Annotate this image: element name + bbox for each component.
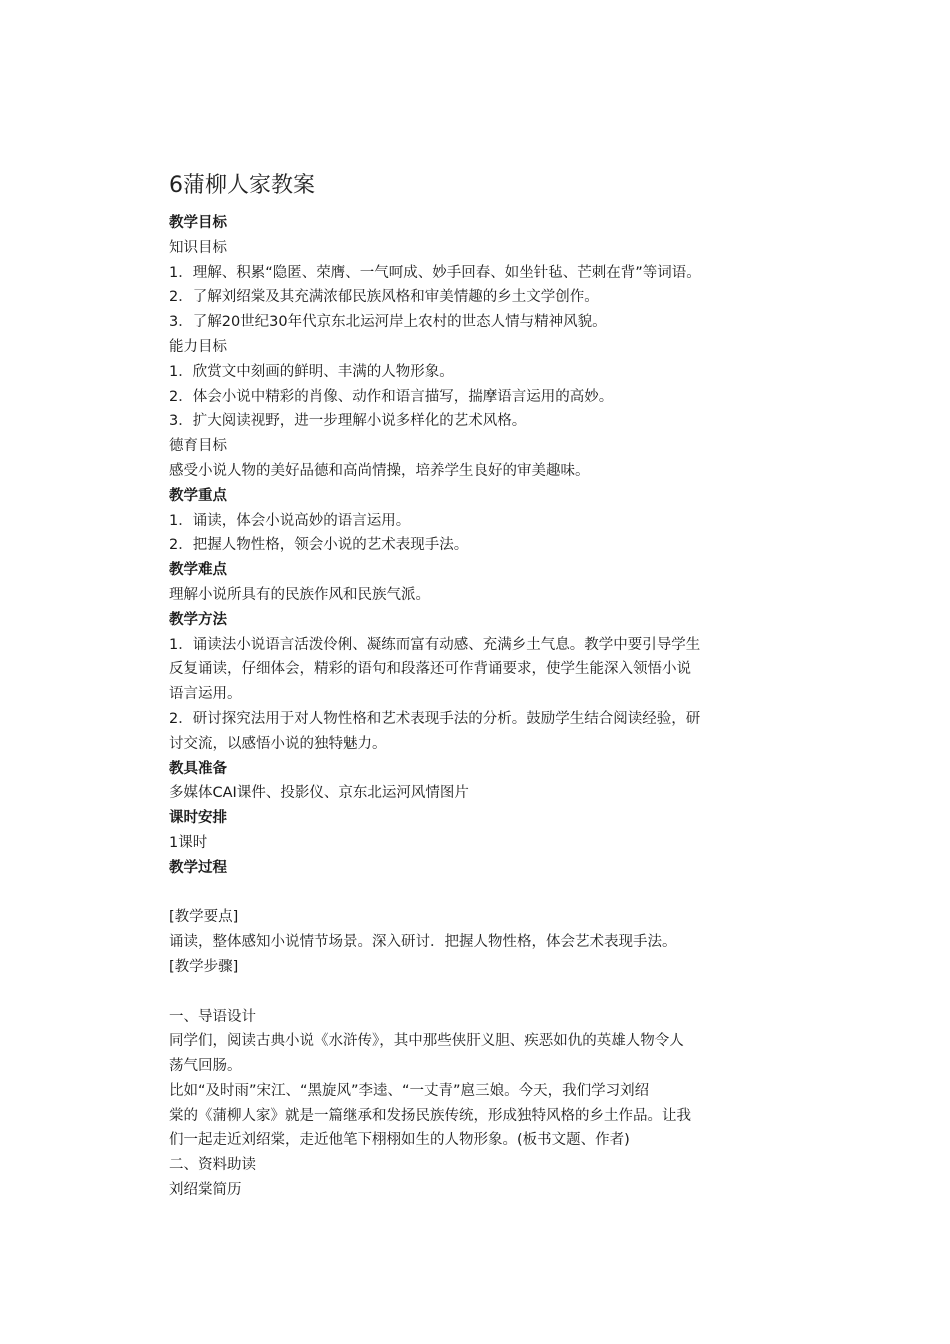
- section-heading: 教学重点: [169, 487, 227, 504]
- text-line: 同学们，阅读古典小说《水浒传》，其中那些侠肝义胆、疾恶如仇的英雄人物令人: [169, 1033, 684, 1050]
- text-line: 1．诵读，体会小说高妙的语言运用。: [169, 512, 411, 529]
- text-line: 二、资料助读: [169, 1157, 256, 1174]
- text-line: 比如“及时雨”宋江、“黑旋风”李逵、“一丈青”扈三娘。今天，我们学习刘绍: [169, 1082, 650, 1099]
- document-title: 6蒲柳人家教案: [169, 173, 315, 198]
- text-line: 感受小说人物的美好品德和高尚情操，培养学生良好的审美趣味。: [169, 462, 590, 479]
- text-line: 荡气回肠。: [169, 1058, 242, 1075]
- text-line: 讨交流，以感悟小说的独特魅力。: [169, 735, 387, 752]
- section-heading: 教学难点: [169, 562, 227, 579]
- text-line: 1课时: [169, 834, 208, 851]
- text-line: 刘绍棠简历: [169, 1182, 242, 1199]
- text-line: 2．把握人物性格，领会小说的艺术表现手法。: [169, 537, 469, 554]
- text-line: 2．了解刘绍棠及其充满浓郁民族风格和审美情趣的乡土文学创作。: [169, 289, 599, 306]
- text-line: 1．诵读法小说语言活泼伶俐、凝练而富有动感、充满乡土气息。教学中要引导学生: [169, 636, 701, 653]
- text-line: 多媒体CAI课件、投影仪、京东北运河风情图片: [169, 785, 469, 802]
- text-line: 1．欣赏文中刻画的鲜明、丰满的人物形象。: [169, 363, 454, 380]
- text-lines: [169, 211, 809, 1203]
- text-line: [教学要点]: [169, 909, 239, 926]
- text-line: 一、导语设计: [169, 1008, 256, 1025]
- text-line: 反复诵读，仔细体会，精彩的语句和段落还可作背诵要求，使学生能深入领悟小说: [169, 661, 691, 678]
- section-heading: 教学目标: [169, 215, 227, 231]
- text-line: 语言运用。: [169, 686, 242, 703]
- section-heading: 教学过程: [169, 859, 227, 876]
- text-line: 能力目标: [169, 338, 227, 355]
- section-heading: 教学方法: [169, 611, 227, 628]
- text-line: 德育目标: [169, 438, 227, 455]
- text-line: [教学步骤]: [169, 958, 239, 975]
- section-heading: 课时安排: [169, 810, 227, 827]
- blank-line: [169, 980, 809, 1005]
- text-line: 知识目标: [169, 239, 227, 256]
- document-body: [169, 171, 809, 1203]
- text-line: 2．研讨探究法用于对人物性格和艺术表现手法的分析。鼓励学生结合阅读经验，研: [169, 710, 701, 727]
- text-line: 们一起走近刘绍棠，走近他笔下栩栩如生的人物形象。(板书文题、作者): [169, 1132, 630, 1149]
- text-line: 诵读，整体感知小说情节场景。深入研讨．把握人物性格，体会艺术表现手法。: [169, 934, 677, 951]
- text-line: 棠的《蒲柳人家》就是一篇继承和发扬民族传统，形成独特风格的乡土作品。让我: [169, 1107, 691, 1124]
- section-heading: 教具准备: [169, 760, 227, 777]
- text-line: 3．扩大阅读视野，进一步理解小说多样化的艺术风格。: [169, 413, 527, 430]
- text-line: 3．了解20世纪30年代京东北运河岸上农村的世态人情与精神风貌。: [169, 314, 607, 331]
- blank-line: [169, 881, 809, 906]
- text-line: 1．理解、积累“隐匿、荣膺、一气呵成、妙手回春、如坐针毡、芒刺在背”等词语。: [169, 264, 701, 281]
- text-line: 2．体会小说中精彩的肖像、动作和语言描写，揣摩语言运用的高妙。: [169, 388, 614, 405]
- text-line: 理解小说所具有的民族作风和民族气派。: [169, 586, 430, 603]
